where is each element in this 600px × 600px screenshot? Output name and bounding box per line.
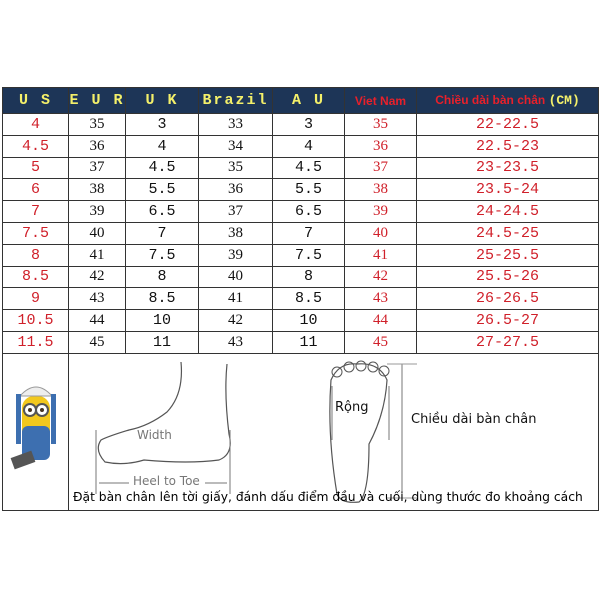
cell-us: 8.5 xyxy=(3,266,69,288)
cell-uk: 6.5 xyxy=(126,201,199,223)
cell-uk: 7 xyxy=(126,222,199,244)
diagram-row xyxy=(3,353,599,510)
table-row xyxy=(3,179,599,201)
cell-brazil: 41 xyxy=(199,288,273,310)
cell-au: 7 xyxy=(273,222,345,244)
table-row xyxy=(3,288,599,310)
width-label: Width xyxy=(137,427,172,442)
cell-vietnam: 42 xyxy=(345,266,417,288)
diagram-cell xyxy=(69,353,599,510)
header-vietnam: Viet Nam xyxy=(345,88,417,114)
cell-eur: 45 xyxy=(69,331,126,353)
header-foot-length xyxy=(417,88,599,114)
table-row xyxy=(3,114,599,136)
header-us: U S xyxy=(3,88,69,114)
width-vi-label: Rộng xyxy=(335,399,369,415)
cell-us: 5 xyxy=(3,157,69,179)
cell-au: 6.5 xyxy=(273,201,345,223)
cell-brazil: 39 xyxy=(199,244,273,266)
cell-au: 8.5 xyxy=(273,288,345,310)
cell-au: 4 xyxy=(273,135,345,157)
cell-au: 7.5 xyxy=(273,244,345,266)
cell-foot-length: 24.5-25 xyxy=(417,222,599,244)
cell-uk: 3 xyxy=(126,114,199,136)
cell-vietnam: 38 xyxy=(345,179,417,201)
cell-eur: 39 xyxy=(69,201,126,223)
cell-foot-length: 26-26.5 xyxy=(417,288,599,310)
cell-us: 4.5 xyxy=(3,135,69,157)
heel-to-toe-label: Heel to Toe xyxy=(133,473,200,488)
cell-eur: 41 xyxy=(69,244,126,266)
table-row xyxy=(3,244,599,266)
cell-us: 4 xyxy=(3,114,69,136)
cell-eur: 37 xyxy=(69,157,126,179)
cell-eur: 36 xyxy=(69,135,126,157)
header-brazil: Brazil xyxy=(199,88,273,114)
cell-us: 6 xyxy=(3,179,69,201)
cell-vietnam: 35 xyxy=(345,114,417,136)
cell-foot-length: 23-23.5 xyxy=(417,157,599,179)
cell-au: 11 xyxy=(273,331,345,353)
cell-brazil: 33 xyxy=(199,114,273,136)
cell-foot-length: 22.5-23 xyxy=(417,135,599,157)
cell-foot-length: 23.5-24 xyxy=(417,179,599,201)
cell-vietnam: 36 xyxy=(345,135,417,157)
cell-foot-length: 27-27.5 xyxy=(417,331,599,353)
cell-uk: 8.5 xyxy=(126,288,199,310)
cell-uk: 8 xyxy=(126,266,199,288)
cell-brazil: 42 xyxy=(199,310,273,332)
cell-vietnam: 44 xyxy=(345,310,417,332)
table-row xyxy=(3,310,599,332)
table-row xyxy=(3,135,599,157)
header-unit: (CM) xyxy=(548,93,580,108)
cell-foot-length: 24-24.5 xyxy=(417,201,599,223)
cell-brazil: 35 xyxy=(199,157,273,179)
header-foot-length-label: Chiều dài bàn chân xyxy=(435,93,546,107)
cell-au: 4.5 xyxy=(273,157,345,179)
cell-eur: 43 xyxy=(69,288,126,310)
cell-brazil: 36 xyxy=(199,179,273,201)
cell-us: 7 xyxy=(3,201,69,223)
cell-au: 3 xyxy=(273,114,345,136)
cell-brazil: 34 xyxy=(199,135,273,157)
foot-length-label: Chiều dài bàn chân xyxy=(411,411,537,427)
cell-eur: 38 xyxy=(69,179,126,201)
minion-image-cell xyxy=(3,353,69,510)
cell-eur: 44 xyxy=(69,310,126,332)
header-au: A U xyxy=(273,88,345,114)
cell-foot-length: 26.5-27 xyxy=(417,310,599,332)
minion-icon xyxy=(8,374,64,484)
cell-uk: 10 xyxy=(126,310,199,332)
cell-foot-length: 22-22.5 xyxy=(417,114,599,136)
table-row xyxy=(3,266,599,288)
header-eur: E U R xyxy=(69,88,126,114)
cell-au: 5.5 xyxy=(273,179,345,201)
header-uk: U K xyxy=(126,88,199,114)
measuring-instruction: Đặt bàn chân lên tời giấy, đánh dấu điểm đầu và cuối, dùng thước đo khoảng cách xyxy=(73,489,583,504)
cell-vietnam: 39 xyxy=(345,201,417,223)
cell-uk: 11 xyxy=(126,331,199,353)
cell-eur: 40 xyxy=(69,222,126,244)
cell-vietnam: 45 xyxy=(345,331,417,353)
cell-eur: 35 xyxy=(69,114,126,136)
cell-brazil: 38 xyxy=(199,222,273,244)
cell-foot-length: 25-25.5 xyxy=(417,244,599,266)
table-row xyxy=(3,331,599,353)
cell-au: 8 xyxy=(273,266,345,288)
cell-vietnam: 37 xyxy=(345,157,417,179)
cell-uk: 7.5 xyxy=(126,244,199,266)
cell-uk: 4.5 xyxy=(126,157,199,179)
header-row xyxy=(3,88,599,114)
cell-us: 9 xyxy=(3,288,69,310)
cell-eur: 42 xyxy=(69,266,126,288)
cell-vietnam: 41 xyxy=(345,244,417,266)
cell-brazil: 43 xyxy=(199,331,273,353)
cell-uk: 5.5 xyxy=(126,179,199,201)
cell-uk: 4 xyxy=(126,135,199,157)
size-chart-table xyxy=(2,87,599,511)
cell-brazil: 37 xyxy=(199,201,273,223)
table-row xyxy=(3,157,599,179)
cell-us: 10.5 xyxy=(3,310,69,332)
table-row xyxy=(3,222,599,244)
cell-us: 11.5 xyxy=(3,331,69,353)
cell-au: 10 xyxy=(273,310,345,332)
table-row xyxy=(3,201,599,223)
cell-vietnam: 40 xyxy=(345,222,417,244)
cell-brazil: 40 xyxy=(199,266,273,288)
cell-vietnam: 43 xyxy=(345,288,417,310)
cell-us: 7.5 xyxy=(3,222,69,244)
cell-us: 8 xyxy=(3,244,69,266)
cell-foot-length: 25.5-26 xyxy=(417,266,599,288)
